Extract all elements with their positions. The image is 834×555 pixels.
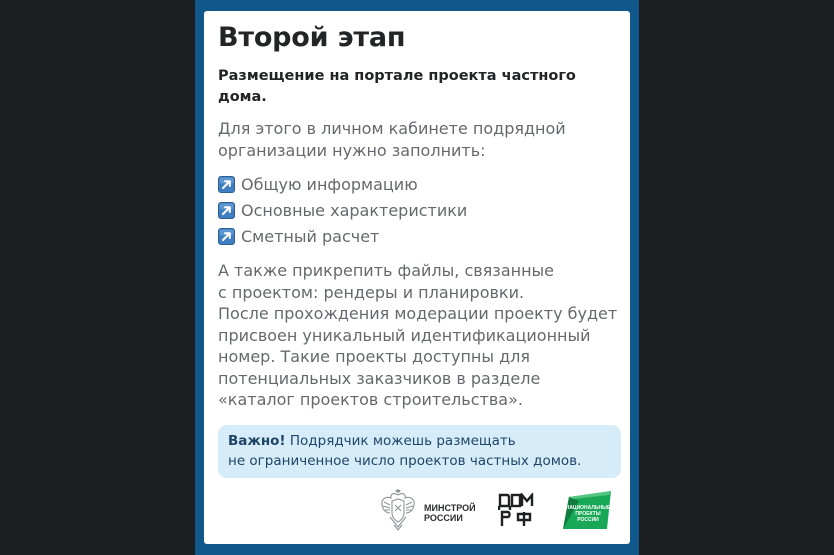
checklist-item-label: Сметный расчет <box>241 226 380 246</box>
important-note-line1: Подрядчик можешь размещать <box>285 433 516 449</box>
checklist <box>218 171 467 249</box>
important-note-label: Важно! <box>228 433 286 449</box>
minstroy-line2: РОССИИ <box>424 513 463 523</box>
minstroy-line1: МИНСТРОЙ <box>424 503 476 513</box>
intro-paragraph <box>218 118 566 161</box>
natproj-line1: НАЦИОНАЛЬНЫЕ <box>565 505 611 511</box>
important-note <box>218 425 621 478</box>
national-projects-logo <box>561 489 613 531</box>
slide-title: Второй этап <box>218 22 406 53</box>
body-line: с проектом: рендеры и планировки. <box>218 282 525 302</box>
body-line: После прохождения модерации проекту будет <box>218 304 618 323</box>
checklist-item-label: Основные характеристики <box>241 200 468 220</box>
dom-rf-logo <box>498 493 534 527</box>
body-line: потенциальных заказчиков в разделе <box>218 368 541 388</box>
arrow-up-right-icon <box>218 228 235 245</box>
body-line: «каталог проектов строительства». <box>218 390 523 409</box>
important-note-line2: не ограниченное число проектов частных домов. <box>228 453 582 469</box>
natproj-line2: ПРОЕКТЫ <box>575 511 601 517</box>
arrow-up-right-icon <box>218 176 235 193</box>
body-paragraph <box>218 260 617 411</box>
minstroy-logo-text <box>424 503 476 523</box>
checklist-item <box>218 171 467 197</box>
body-line: номер. Такие проекты доступны для <box>218 347 531 366</box>
checklist-item-label: Общую информацию <box>241 174 418 194</box>
slide-subtitle: Размещение на портале проекта частного дома. <box>218 68 576 105</box>
coat-of-arms-icon <box>378 489 418 531</box>
body-line: А также прикрепить файлы, связанные <box>218 261 555 280</box>
body-line: присвоен уникальный идентификационный <box>218 325 591 345</box>
natproj-line3: РОССИИ <box>577 517 599 523</box>
intro-line: Для этого в личном кабинете подрядной <box>218 119 566 138</box>
important-note-text <box>228 431 581 471</box>
arrow-up-right-icon <box>218 202 235 219</box>
checklist-item <box>218 223 467 249</box>
intro-line: организации нужно заполнить: <box>218 140 486 160</box>
checklist-item <box>218 197 467 223</box>
